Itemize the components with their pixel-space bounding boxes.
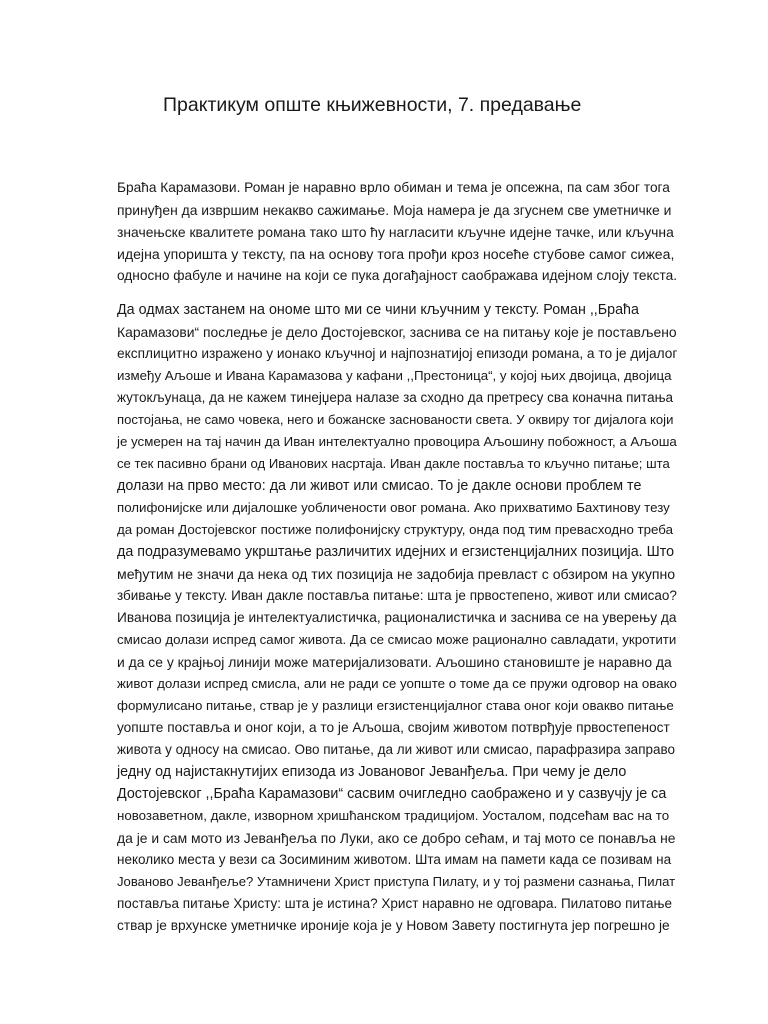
text-line: долази на прво место: да ли живот или смисао. То је дакле основи проблем те: [117, 478, 642, 494]
text-line: Достојевског ,,Браћа Карамазови“ сасвим очигледно саображено и у сазвучју је са: [117, 786, 667, 802]
text-line: живота у односу на смисао. Ово питање, да ли живот или смисао, парафразира заправо: [117, 742, 676, 757]
text-line: и да се у крајњој линији може материјализовати. Аљошино становиште је наравно да: [117, 654, 672, 670]
text-line: да подразумевамо укрштање различитих идејних и егзистенцијалних позиција. Што: [117, 544, 675, 560]
text-line: жутокљунаца, да не кажем тинејџера налазе за сходно да претресу сва коначна питања: [117, 390, 674, 405]
text-line: је усмерен на тај начин да Иван интелектуално провоцира Аљошину побожност, а Аљоша: [117, 434, 677, 449]
text-line: полифонијске или дијалошке уобличености овог романа. Ако прихватимо Бахтинову тезу: [117, 500, 670, 515]
text-line: поставља питање Христу: шта је истина? Христ наравно не одговара. Пилатово питање: [117, 896, 673, 911]
text-line: Иванова позиција је интелектуалистичка, рационалистичка и заснива се на уверењу да: [117, 610, 677, 625]
text-line: да је и сам мото из Јеванђеља по Луки, ако се добро сећам, и тај мото се понавља не: [117, 830, 676, 846]
text-line: једну од најистакнутијих епизода из Јовановог Јеванђеља. При чему је дело: [117, 764, 627, 780]
text-line: постојања, не само човека, него и божанске заснованости света. У оквиру тог дијалога који: [117, 412, 674, 427]
document-title: Практикум опште књижевности, 7. предавање: [163, 94, 582, 116]
text-line: експлицитно изражено у ионако кључној и најпознатијој епизоди романа, а то је дијалог: [117, 346, 678, 361]
text-line: неколико места у вези са Зосиминим животом. Шта имам на памети када се позивам на: [117, 852, 672, 867]
text-line: да роман Достојевског постиже полифонијску структуру, онда под тим превасходно треба: [117, 522, 673, 537]
text-line: принуђен да извршим некакво сажимање. Моја намера је да згуснем све уметничке и: [117, 202, 672, 218]
text-line: идејна упоришта у тексту, па на основу тога прођи кроз носеће стубове самог сижеа,: [117, 246, 675, 262]
text-line: Да одмах застанем на ономе што ми се чини кључним у тексту. Роман ,,Браћа: [117, 302, 639, 318]
text-line: живот долази испред смисла, али не ради се уопште о томе да се пружи одговор на овако: [117, 676, 677, 691]
text-line: Јованово Јеванђеље? Утамничени Христ приступа Пилату, и у тој размени сазнања, Пилат: [117, 874, 676, 889]
text-line: Браћа Карамазови. Роман је наравно врло обиман и тема је опсежна, па сам због тога: [117, 180, 670, 195]
document-body: [117, 177, 677, 949]
text-line: смисао долази испред самог живота. Да се смисао може рационално савладати, укротити: [117, 632, 677, 647]
text-line: ствар је врхунске уметничке ироније која је у Новом Завету постигнута јер погрешно је: [117, 918, 670, 933]
paragraph-2: [117, 299, 677, 937]
text-line: односно фабуле и начине на који се пука догађајност саображава идејном слоју текста.: [117, 268, 678, 283]
text-line: се тек пасивно брани од Иванових насртаја. Иван дакле поставља то кључно питање; шта: [117, 456, 670, 471]
text-line: међутим не значи да нека од тих позиција не задобија превласт с обзиром на укупно: [117, 566, 676, 582]
text-line: између Аљоше и Ивана Карамазова у кафани ,,Престоница“, у којој њих двојица, двојица: [117, 368, 672, 383]
text-line: значењске квалитете романа тако што ћу нагласити кључне идејне тачке, или кључна: [117, 224, 674, 240]
text-line: новозаветном, дакле, изворном хришћанском традицијом. Уосталом, подсећам вас на то: [117, 808, 670, 823]
text-line: збивање у тексту. Иван дакле поставља питање: шта је првостепено, живот или смисао?: [117, 588, 677, 603]
paragraph-1: [117, 177, 677, 287]
text-line: Карамазови“ последње је дело Достојевског, заснива се на питању које је постављено: [117, 324, 677, 340]
text-line: формулисано питање, ствар је у разлици егзистенцијалног става оног који овакво питање: [117, 698, 674, 713]
text-line: уопште поставља и оног који, а то је Аљоша, својим животом потврђује првостепеност: [117, 720, 670, 735]
